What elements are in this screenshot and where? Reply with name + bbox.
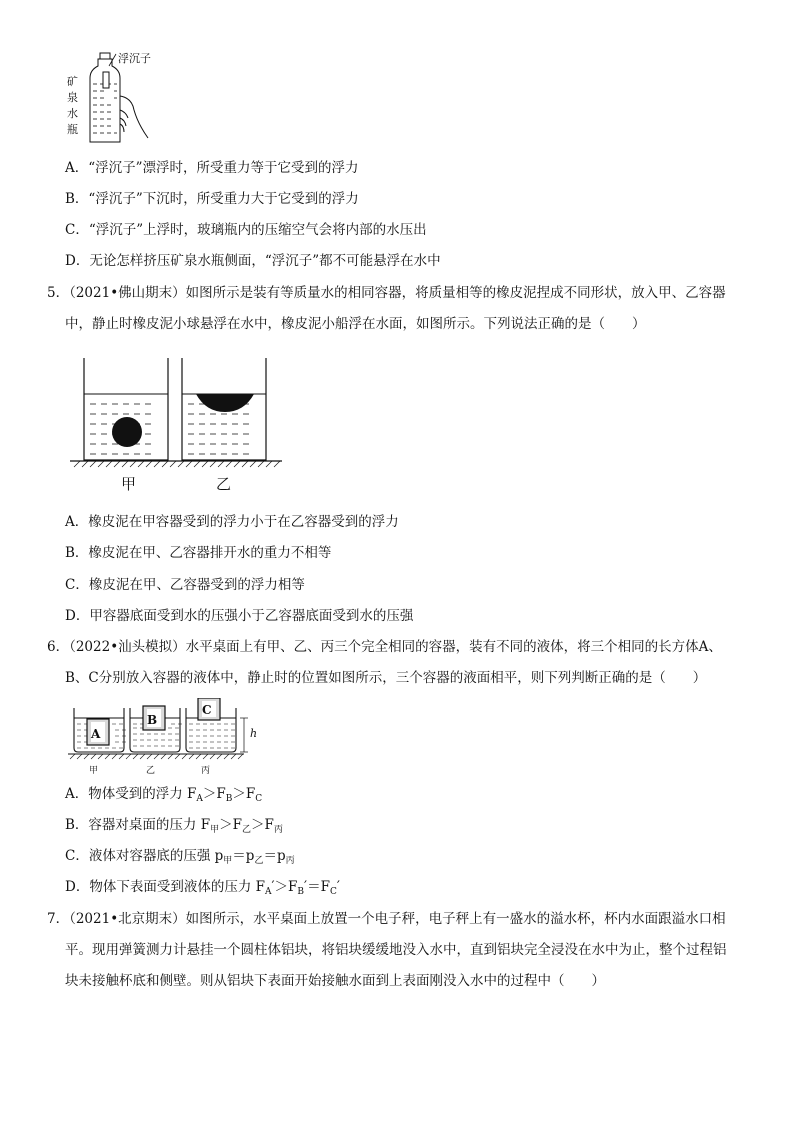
- q6-sub-b1: 甲: [210, 825, 220, 835]
- q6-gt-3: ＞F: [219, 817, 242, 833]
- q6-sub-a1: A: [196, 794, 203, 804]
- q6-sub-c1: 甲: [223, 856, 233, 866]
- q5-option-a: A．橡皮泥在甲容器受到的浮力小于在乙容器受到的浮力: [65, 514, 399, 530]
- q6-option-b-text: B．容器对桌面的压力 F: [65, 817, 211, 833]
- q4-option-c: C．“浮沉子”上浮时，玻璃瓶内的压缩空气会将内部的水压出: [65, 222, 427, 238]
- fig4-label-bottle-1: 矿: [67, 75, 78, 88]
- q6-gt-5: ′＞F: [271, 879, 298, 895]
- fig4-label-bottle-3: 水: [67, 107, 78, 120]
- q6-gt-1: ＞F: [202, 786, 226, 802]
- q5-fig-label-yi: 乙: [216, 475, 232, 493]
- q6-sub-c2: 乙: [254, 856, 264, 866]
- q6-h-label: h: [250, 727, 258, 740]
- q6-eq-2: ＝p: [263, 848, 286, 864]
- q6-eq-3: ′＝F: [304, 879, 330, 895]
- q5-stem-line1: 5．（2021•佛山期末）如图所示是装有等质量水的相同容器，将质量相等的橡皮泥捏成不同形状，放入甲、乙容器: [47, 285, 726, 301]
- q6-option-d: [65, 877, 340, 902]
- q5-stem-line2: 中，静止时橡皮泥小球悬浮在水中，橡皮泥小船浮在水面，如图所示。下列说法正确的是（ ）: [65, 316, 646, 332]
- q6-option-d-text: D．物体下表面受到液体的压力 F: [65, 879, 265, 895]
- q5-option-d: D．甲容器底面受到水的压强小于乙容器底面受到水的压强: [65, 608, 414, 624]
- q7-stem-line2: 平。现用弹簧测力计悬挂一个圆柱体铝块，将铝块缓缓地没入水中，直到铝块完全浸没在水中为止，整个过程铝: [65, 942, 727, 958]
- q5-containers-figure: [68, 350, 288, 470]
- q6-option-c-text: C．液体对容器底的压强 p: [65, 848, 224, 864]
- q4-option-a: A．“浮沉子”漂浮时，所受重力等于它受到的浮力: [65, 160, 359, 176]
- q6-sub-a3: C: [255, 794, 263, 804]
- q6-option-a-text: A．物体受到的浮力 F: [65, 786, 197, 802]
- q6-block-c: C: [202, 703, 212, 717]
- q6-sub-b3: 丙: [273, 825, 283, 835]
- fig4-label-bottle-2: 泉: [67, 91, 78, 104]
- q6-fig-label-yi: 乙: [146, 766, 156, 776]
- q7-stem-line1: 7．（2021•北京期末）如图所示，水平桌面上放置一个电子秤，电子秤上有一盛水的溢水杯，杯内水面跟溢水口相: [47, 911, 726, 927]
- cartesian-diver-figure: [62, 46, 172, 146]
- q4-option-b: B．“浮沉子”下沉时，所受重力大于它受到的浮力: [65, 191, 359, 207]
- q6-eq-1: ＝p: [232, 848, 255, 864]
- q4-option-d: D．无论怎样挤压矿泉水瓶侧面，“浮沉子”都不可能悬浮在水中: [65, 253, 441, 269]
- q6-option-a: [65, 784, 262, 809]
- q6-fig-label-bing: 丙: [201, 766, 211, 776]
- q6-sub-d3: C: [329, 887, 337, 897]
- q6-prime: ′: [336, 879, 340, 895]
- q6-sub-c3: 丙: [285, 856, 295, 866]
- q6-sub-d2: B: [297, 887, 305, 897]
- q6-option-b: [65, 815, 283, 840]
- q6-block-a: A: [91, 727, 101, 741]
- q5-option-b: B．橡皮泥在甲、乙容器排开水的重力不相等: [65, 545, 332, 561]
- q5-option-c: C．橡皮泥在甲、乙容器受到的浮力相等: [65, 577, 305, 593]
- q5-fig-label-jia: 甲: [121, 475, 137, 493]
- fig4-label-diver: 浮沉子: [118, 52, 151, 65]
- q6-sub-b2: 乙: [241, 825, 251, 835]
- q6-fig-label-jia: 甲: [89, 766, 99, 776]
- q6-gt-4: ＞F: [251, 817, 274, 833]
- q6-block-b: B: [147, 713, 158, 727]
- q6-sub-a2: B: [225, 794, 233, 804]
- q6-stem-line2: B、C分别放入容器的液体中，静止时的位置如图所示，三个容器的液面相平，则下列判断正确的是（ ）: [65, 670, 707, 686]
- q6-stem-line1: 6．（2022•汕头模拟）水平桌面上有甲、乙、丙三个完全相同的容器，装有不同的液体，将三个相同的长方体A、: [47, 639, 722, 655]
- q6-option-c: [65, 846, 295, 871]
- q6-gt-2: ＞F: [232, 786, 256, 802]
- q6-sub-d1: A: [264, 887, 272, 897]
- q7-stem-line3: 块未接触杯底和侧壁。则从铝块下表面开始接触水面到上表面刚没入水中的过程中（ ）: [65, 973, 605, 989]
- fig4-label-bottle-4: 瓶: [67, 123, 78, 136]
